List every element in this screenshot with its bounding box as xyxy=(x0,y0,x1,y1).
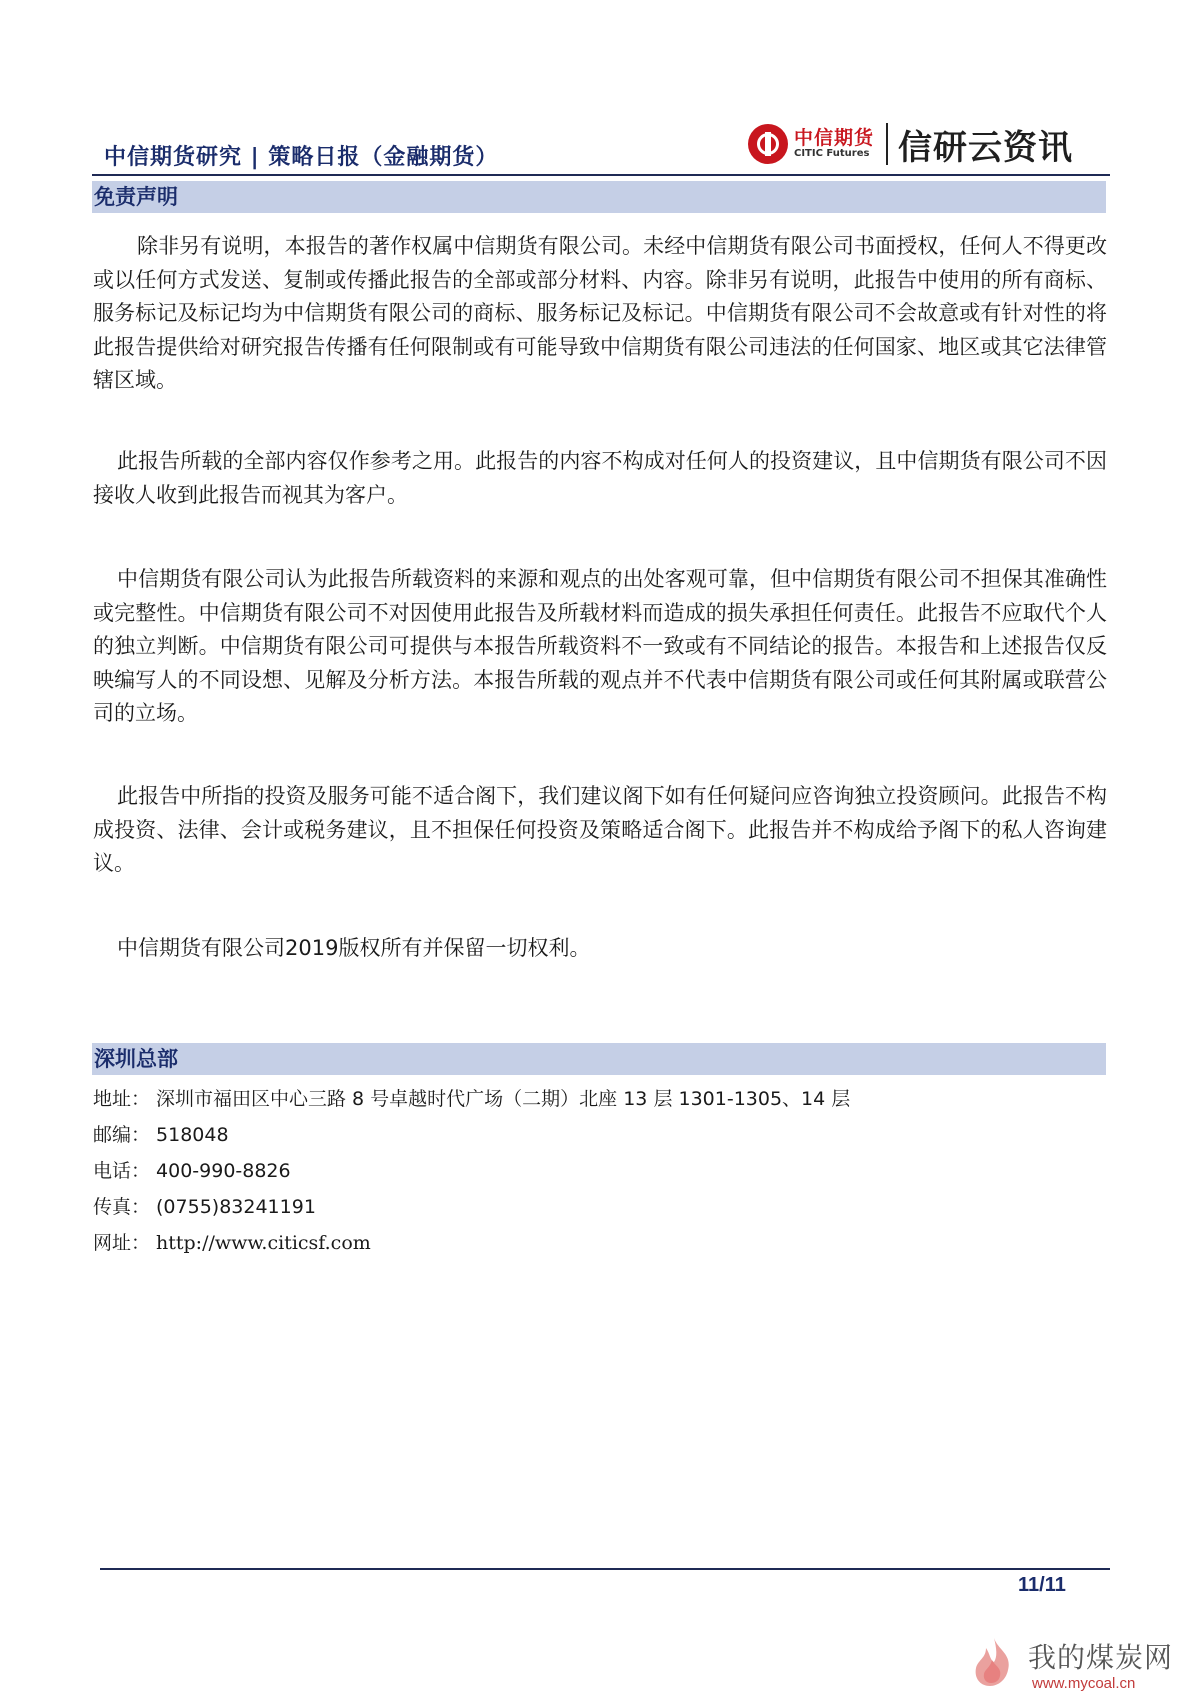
citic-logo-icon xyxy=(748,124,788,164)
copyright-notice: 中信期货有限公司2019版权所有并保留一切权利。 xyxy=(117,936,591,960)
hq-website xyxy=(93,1231,371,1255)
postcode-label: 邮编： xyxy=(93,1124,151,1146)
report-header-title: 中信期货研究 | 策略日报（金融期货） xyxy=(104,145,499,170)
phone-label: 电话： xyxy=(93,1160,151,1182)
hq-heading: 深圳总部 xyxy=(92,1043,1106,1075)
logo-en: CITIC Futures xyxy=(794,147,870,159)
watermark-url: www.mycoal.cn xyxy=(1032,1675,1136,1692)
postcode-value: 518048 xyxy=(156,1124,229,1146)
brand-name: 信研云资讯 xyxy=(898,127,1074,168)
address-value: 深圳市福田区中心三路 8 号卓越时代广场（二期）北座 13 层 1301-1305、14 层 xyxy=(156,1088,851,1110)
fax-value: (0755)83241191 xyxy=(156,1196,316,1218)
hq-address xyxy=(93,1087,850,1111)
phone-value: 400-990-8826 xyxy=(156,1160,291,1182)
web-link[interactable]: http://www.citicsf.com xyxy=(156,1232,371,1254)
logo-text xyxy=(794,126,875,159)
hq-fax xyxy=(93,1195,316,1219)
citic-logo xyxy=(748,120,1073,168)
header-rule xyxy=(92,174,1110,176)
disclaimer-heading: 免责声明 xyxy=(92,181,1106,213)
disclaimer-paragraph-4: 此报告中所指的投资及服务可能不适合阁下，我们建议阁下如有任何疑问应咨询独立投资顾问。此报告不构成投资、法律、会计或税务建议，且不担保任何投资及策略适合阁下。此报告并不构成给予阁下的私人咨询建议。 xyxy=(93,784,1107,875)
disclaimer-paragraph-1: 除非另有说明，本报告的著作权属中信期货有限公司。未经中信期货有限公司书面授权，任何人不得更改或以任何方式发送、复制或传播此报告的全部或部分材料、内容。除非另有说明，此报告中使用的所有商标、服务标记及标记均为中信期货有限公司的商标、服务标记及标记。中信期货有限公司不会故意或有针对性的将此报告提供给对研究报告传播有任何限制或有可能导致中信期货有限公司违法的任何国家、地区或其它法律管辖区域。 xyxy=(93,234,1107,392)
fax-label: 传真： xyxy=(93,1196,151,1218)
page-number: 11/11 xyxy=(1018,1574,1066,1596)
web-label: 网址： xyxy=(93,1232,151,1254)
hq-phone xyxy=(93,1159,291,1183)
disclaimer-paragraph-3: 中信期货有限公司认为此报告所载资料的来源和观点的出处客观可靠，但中信期货有限公司不担保其准确性或完整性。中信期货有限公司不对因使用此报告及所载材料而造成的损失承担任何责任。此报告不应取代个人的独立判断。中信期货有限公司可提供与本报告所载资料不一致或有不同结论的报告。本报告和上述报告仅反映编写人的不同设想、见解及分析方法。本报告所载的观点并不代表中信期货有限公司或任何其附属或联营公司的立场。 xyxy=(93,567,1107,725)
hq-postcode xyxy=(93,1123,229,1147)
logo-divider xyxy=(886,123,888,165)
footer-rule xyxy=(100,1568,1110,1570)
watermark-site-name: 我的煤炭网 xyxy=(1028,1641,1174,1674)
address-label: 地址： xyxy=(93,1088,151,1110)
logo-cn: 中信期货 xyxy=(794,126,875,149)
disclaimer-paragraph-2: 此报告所载的全部内容仅作参考之用。此报告的内容不构成对任何人的投资建议，且中信期货有限公司不因接收人收到此报告而视其为客户。 xyxy=(93,449,1107,507)
flame-icon xyxy=(968,1636,1020,1690)
